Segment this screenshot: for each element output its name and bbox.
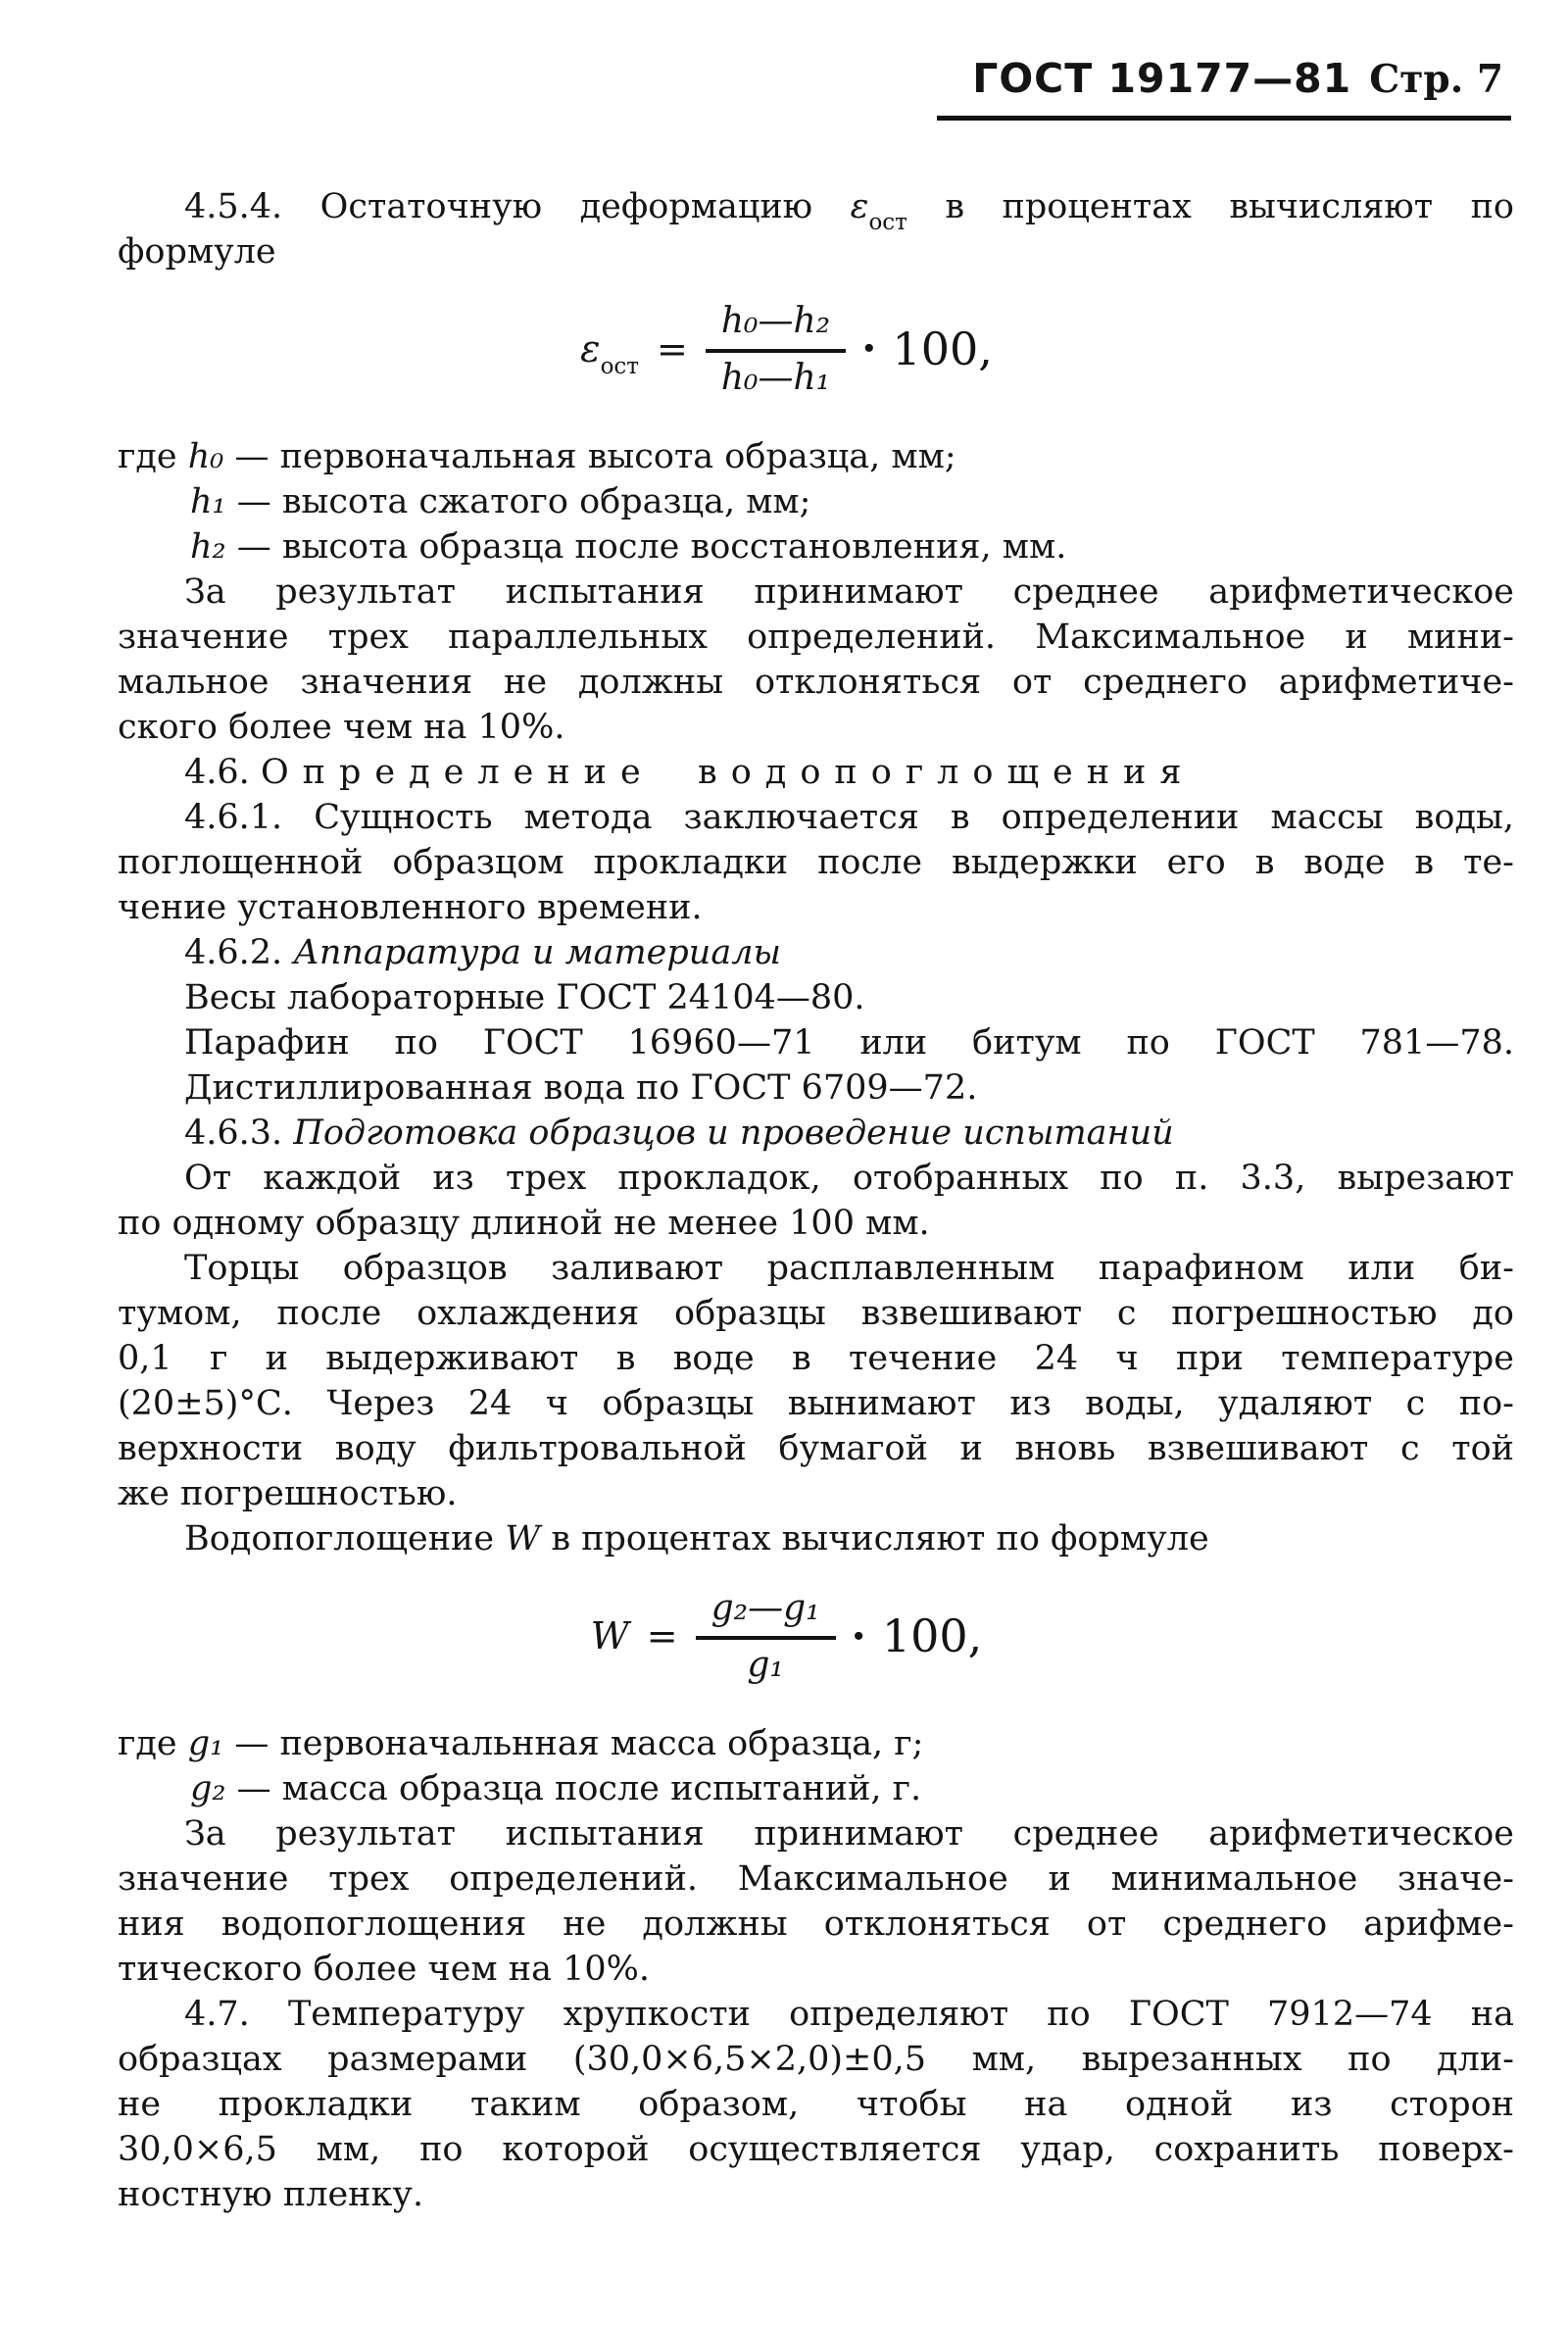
formula-residual-deformation [118,302,1455,397]
document-body [118,184,1514,2217]
text-line: 4.6.1. Сущность метода заключается в определении массы воды, [184,798,1514,838]
fraction-numerator: g₂—g₁ [696,1589,836,1640]
text-line: ностную пленку. [118,2175,424,2215]
multiplication-dot: · [851,1610,866,1661]
text-run: в процентах вычисляют по формуле [540,1519,1209,1559]
definition-h2 [118,524,1514,569]
variable-h1: h₁ [190,482,226,522]
variable-h2: h₂ [190,527,226,568]
epsilon-subscript: ост [868,210,907,235]
variable-w: W [590,1613,629,1657]
text-line: Весы лабораторные ГОСТ 24104—80. [184,978,865,1018]
text-line: мальное значения не должны отклоняться от среднего арифметиче- [118,663,1514,703]
definition-text: — высота образца после восстановления, мм. [236,527,1067,568]
text-line: Парафин по ГОСТ 16960—71 или битум по ГОСТ 781—78. [184,1023,1514,1064]
fraction-denominator: h₀—h₁ [720,357,831,398]
subsection-title: Аппаратура и материалы [293,933,782,973]
text-line: тумом, после охлаждения образцы взвешивают с погрешностью до [118,1294,1514,1334]
subsection-number: 4.6.3. [184,1113,283,1154]
fraction [696,1589,836,1684]
paragraph-water-absorption [118,1516,1514,1561]
epsilon-symbol: ε [580,326,601,371]
variable-w: W [505,1519,541,1559]
fraction-numerator: h₀—h₂ [706,302,846,353]
section-number: 4.6. [184,753,250,793]
page-header [937,55,1511,121]
text-line: За результат испытания принимают среднее арифметическое [184,572,1514,613]
section-title: Определение водопоглощения [260,753,1196,793]
text-line: не прокладки таким образом, чтобы на одной из сторон [118,2085,1514,2125]
text-line: по одному образцу длиной не менее 100 мм. [118,1204,930,1244]
variable-g2: g₂ [190,1769,226,1809]
text-line: образцах размерами (30,0×6,5×2,0)±0,5 мм, вырезанных по дли- [118,2040,1514,2080]
fraction-denominator: g₁ [747,1644,784,1685]
text-run: 4.5.4. Остаточную деформацию [184,187,851,226]
definition-lead: где [118,437,177,477]
text-line: Торцы образцов заливают расплавленным парафином или би- [184,1249,1514,1289]
definition-g2 [118,1766,1514,1811]
text-line: ния водопоглощения не должны отклоняться от среднего арифме- [118,1905,1514,1945]
subsection-heading-463 [118,1111,1514,1156]
formula-lhs [580,326,640,380]
definition-h1 [118,479,1514,524]
paragraph-454-line1 [118,184,1514,235]
epsilon-symbol: ε [850,187,869,226]
fraction [706,302,846,397]
standard-number: ГОСТ 19177—81 [972,55,1352,102]
text-line: 30,0×6,5 мм, по которой осуществляется удар, сохранить поверх- [118,2130,1514,2170]
formula-factor: 100, [892,322,993,376]
subsection-title: Подготовка образцов и проведение испытаний [293,1113,1174,1154]
text-line: За результат испытания принимают среднее арифметическое [184,1814,1514,1855]
text-line: ского более чем на 10%. [118,708,565,748]
definition-text: — первоначальная высота образца, мм; [234,437,956,477]
epsilon-subscript: ост [600,354,640,380]
text-line: 4.7. Температуру хрупкости определяют по ГОСТ 7912—74 на [184,1995,1514,2035]
text-line: же погрешностью. [118,1474,458,1514]
page-number: Стр. 7 [1369,57,1503,102]
text-line: значение трех определений. Максимальное и минимальное значе- [118,1859,1514,1900]
definition-text: — масса образца после испытаний, г. [236,1769,922,1809]
section-heading-46 [118,750,1514,795]
text-line: Дистиллированная вода по ГОСТ 6709—72. [184,1068,978,1109]
definition-text: — первоначальнная масса образца, г; [234,1724,924,1764]
text-line: (20±5)°С. Через 24 ч образцы вынимают из воды, удаляют с по- [118,1384,1514,1424]
text-line: верхности воду фильтровальной бумагой и вновь взвешивают с той [118,1429,1514,1469]
subsection-heading-462 [118,930,1514,975]
variable-g1: g₁ [187,1724,224,1764]
definition-g1 [118,1721,1514,1766]
formula-water-absorption [118,1589,1455,1684]
text-line: значение трех параллельных определений. Максимальное и мини- [118,618,1514,658]
definition-lead: где [118,1724,177,1764]
definition-text: — высота сжатого образца, мм; [236,482,811,522]
formula-factor: 100, [881,1609,983,1663]
text-line: поглощенной образцом прокладки после выдержки его в воде в те- [118,843,1514,883]
text-line: От каждой из трех прокладок, отобранных по п. 3.3, вырезают [184,1159,1514,1199]
text-line: тического более чем на 10%. [118,1950,650,1990]
text-line: 0,1 г и выдерживают в воде в течение 24 ч при температуре [118,1339,1514,1379]
subsection-number: 4.6.2. [184,933,283,973]
text-run: в процентах вычисляют по [906,187,1514,226]
multiplication-dot: · [861,323,877,374]
variable-h0: h₀ [187,437,224,477]
paragraph-454-line2: формуле [118,232,276,272]
text-line: чение установленного времени. [118,888,703,928]
definition-h0 [118,434,1514,479]
equals-sign: = [646,1613,678,1657]
equals-sign: = [657,326,688,371]
text-run: Водопоглощение [184,1519,506,1559]
